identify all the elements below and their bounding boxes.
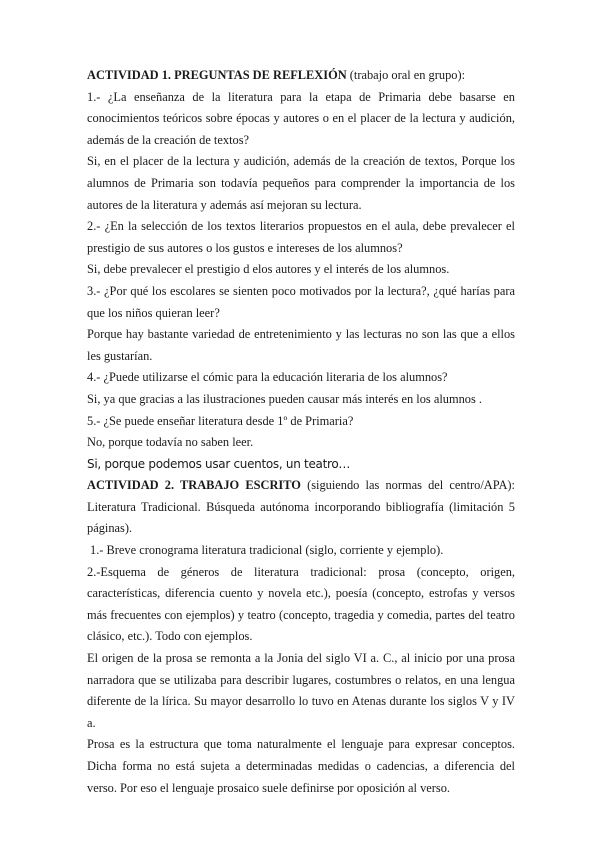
activity1-heading (87, 65, 515, 87)
answer-5a: No, porque todavía no saben leer. (87, 435, 254, 450)
activity2-title: ACTIVIDAD 2. TRABAJO ESCRITO (87, 478, 301, 493)
prose-origin-paragraph: El origen de la prosa se remonta a la Jonia del siglo VI a. C., al inicio por una prosa narradora que se utilizaba para describir lugares, costumbres o relatos, en una lengua diferente de la lírica. Su mayor desarrollo lo tuvo en Atenas durante los siglos V y IV a. (87, 651, 515, 730)
answer-3: Porque hay bastante variedad de entretenimiento y las lecturas no son las que a ellos les gustarían. (87, 327, 515, 363)
question-1: 1.- ¿La enseñanza de la literatura para la etapa de Primaria debe basarse en conocimientos teóricos sobre épocas y autores o en el placer de la lectura y audición, además de la creación de textos? (87, 89, 515, 147)
question-3: 3.- ¿Por qué los escolares se sienten poco motivados por la lectura?, ¿qué harías para que los niños quieran leer? (87, 283, 515, 320)
question-4: 4.- ¿Puede utilizarse el cómic para la educación literaria de los alumnos? (87, 370, 448, 385)
activity2-item-1: 1.- Breve cronograma literatura tradicional (siglo, corriente y ejemplo). (90, 543, 444, 558)
answer-5b: Si, porque podemos usar cuentos, un teatro… (87, 456, 351, 471)
document-page (87, 65, 515, 799)
question-2: 2.- ¿En la selección de los textos literarios propuestos en el aula, debe prevalecer el prestigio de sus autores o los gustos e intereses de los alumnos? (87, 219, 515, 255)
activity2-note: (siguiendo las normas del centro/APA): Literatura Tradicional. Búsqueda autónoma incorporando bibliografía (limitación 5 páginas). (87, 478, 516, 536)
activity1-title: ACTIVIDAD 1. PREGUNTAS DE REFLEXIÓN (87, 68, 347, 82)
prose-definition-paragraph: Prosa es la estructura que toma naturalmente el lenguaje para expresar conceptos. Dicha forma no está sujeta a determinadas medidas o cadencias, a diferencia del verso. Por eso el lenguaje prosaico suele definirse por oposición al verso. (87, 737, 515, 795)
activity1-note: (trabajo oral en grupo): (346, 68, 466, 82)
answer-2: Si, debe prevalecer el prestigio d elos autores y el interés de los alumnos. (87, 262, 450, 277)
activity2-item-2: 2.-Esquema de géneros de literatura tradicional: prosa (concepto, origen, características, diferencia cuento y novela etc.), poesía (concepto, estrofas y versos más frecuentes con ejemplos) y teatro (concepto, tragedia y comedia, partes del teatro clásico, etc.). Todo con ejemplos. (87, 564, 515, 644)
question-5: 5.- ¿Se puede enseñar literatura desde 1º de Primaria? (87, 413, 354, 428)
answer-4: Si, ya que gracias a las ilustraciones pueden causar más interés en los alumnos . (87, 391, 483, 406)
answer-1: Si, en el placer de la lectura y audición, además de la creación de textos, Porque los alumnos de Primaria son todavía pequeños para comprender la importancia de los autores de la literatura y además así mejoran su lectura. (87, 154, 515, 212)
activity2-heading (87, 475, 515, 540)
